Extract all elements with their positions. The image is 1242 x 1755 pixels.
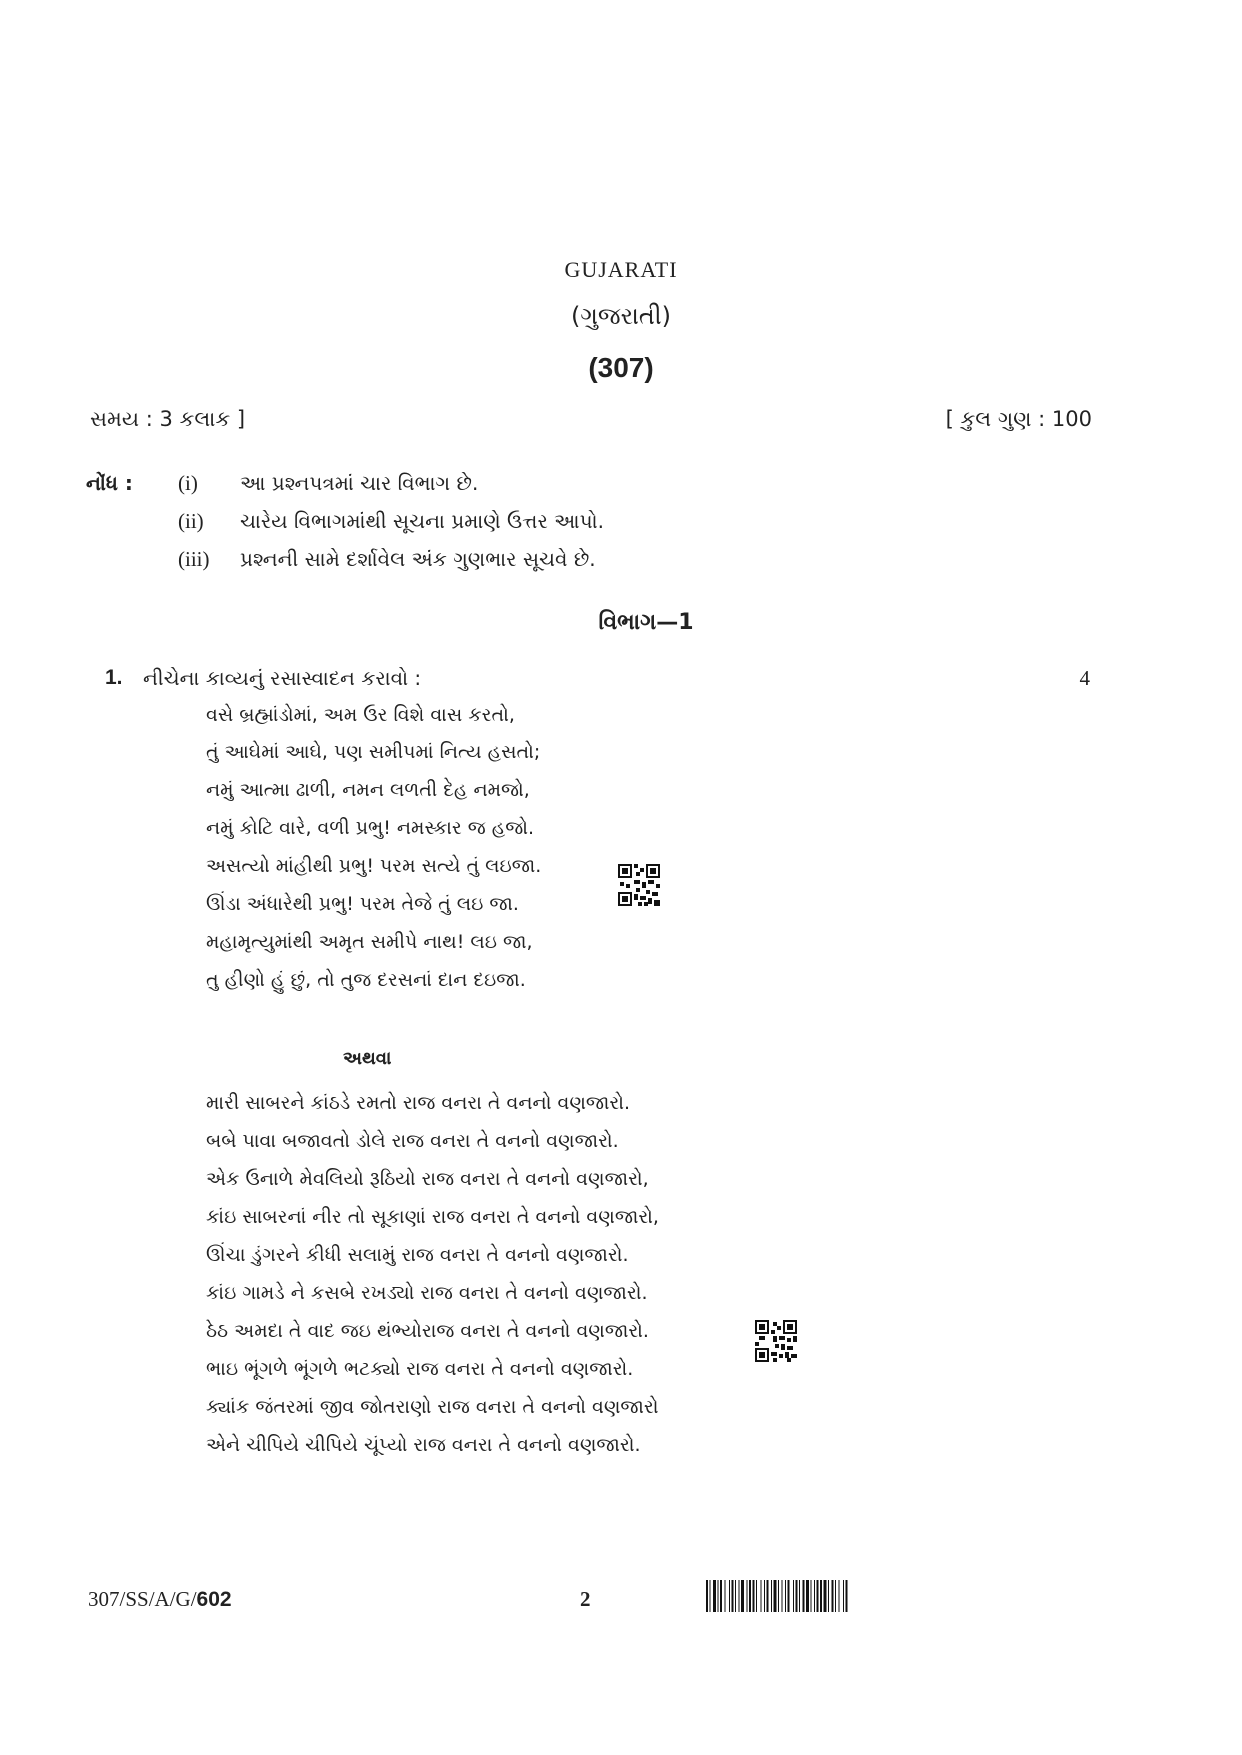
poem-a-line: નમું આત્મા ઢાળી, નમન લળતી દેહ નમજો, <box>206 779 530 801</box>
poem-a-line: મહામૃત્યુમાંથી અમૃત સમીપે નાથ! લઇ જા, <box>206 931 533 953</box>
poem-a-line: તું આઘેમાં આઘે, પણ સમીપમાં નિત્ય હસતો; <box>206 741 541 763</box>
time-allowed: સમય : 3 કલાક ] <box>90 407 246 431</box>
note-number: (i) <box>178 471 198 495</box>
paper-code-prefix: 307/SS/A/G/ <box>88 1587 197 1611</box>
note-item <box>178 509 604 534</box>
poem-b-line: એક ઉનાળે મેવલિયો રૂઠિયો રાજ વનરા તે વનનો વણજારો, <box>206 1168 649 1190</box>
poem-a-line: નમું કોટિ વારે, વળી પ્રભુ! નમસ્કાર જ હજો. <box>206 817 535 839</box>
paper-code-number: 602 <box>196 1588 232 1611</box>
subject-title: GUJARATI <box>564 257 678 282</box>
note-text: આ પ્રશ્નપત્રમાં ચાર વિભાગ છે. <box>240 471 479 495</box>
poem-b-line: મારી સાબરને કાંઠડે રમતો રાજ વનરા તે વનનો વણજારો. <box>206 1092 630 1114</box>
qr-code-icon <box>618 864 660 906</box>
note-label: નોંધ : <box>86 471 133 495</box>
question-marks: 4 <box>1079 666 1090 690</box>
poem-b-line: ઠેઠ અમદા તે વાદ જઇ થંભ્યોરાજ વનરા તે વનનો વણજારો. <box>206 1320 649 1342</box>
or-separator: અથવા <box>343 1048 392 1069</box>
poem-b-line: ક્યાંક જંતરમાં જીવ જોતરાણો રાજ વનરા તે વનનો વણજારો <box>206 1396 659 1418</box>
note-item <box>178 471 478 496</box>
note-number: (iii) <box>178 547 210 571</box>
note-text: પ્રશ્નની સામે દર્શાવેલ અંક ગુણભાર સૂચવે છે. <box>240 547 596 571</box>
page-number: 2 <box>580 1587 591 1611</box>
poem-b-line: કાંઇ સાબરનાં નીર તો સૂકાણાં રાજ વનરા તે વનનો વણજારો, <box>206 1206 659 1228</box>
poem-b-line: કાંઇ ગામડે ને કસબે રખડ્યો રાજ વનરા તે વનનો વણજારો. <box>206 1282 648 1304</box>
poem-a-line: અસત્યો માંહીથી પ્રભુ! પરમ સત્યે તું લઇજા. <box>206 855 542 877</box>
paper-code <box>88 1587 232 1612</box>
qr-code-icon <box>755 1320 797 1362</box>
poem-b-line: ઊંચા ડુંગરને કીધી સલામું રાજ વનરા તે વનનો વણજારો. <box>206 1244 629 1266</box>
poem-a-line: તુ હીણો હું છું, તો તુજ દરસનાં દાન દઇજા. <box>206 969 526 991</box>
poem-b-line: બબે પાવા બજાવતો ડોલે રાજ વનરા તે વનનો વણજારો. <box>206 1130 619 1152</box>
section-heading: વિભાગ—1 <box>598 610 694 635</box>
question-number: 1. <box>105 666 123 689</box>
subject-code: (307) <box>588 352 654 383</box>
maximum-marks: [ કુલ ગુણ : 100 <box>945 407 1092 431</box>
poem-b-line: એને ચીપિયે ચીપિયે ચૂંપ્યો રાજ વનરા તે વનનો વણજારો. <box>206 1434 641 1456</box>
subject-title-gujarati: (ગુજરાતી) <box>570 302 671 330</box>
poem-b-line: ભાઇ ભૂંગળે ભૂંગળે ભટક્યો રાજ વનરા તે વનનો વણજારો. <box>206 1358 634 1380</box>
question-text: નીચેના કાવ્યનું રસાસ્વાદન કરાવો : <box>143 666 422 690</box>
note-text: ચારેય વિભાગમાંથી સૂચના પ્રમાણે ઉત્તર આપો. <box>240 509 604 533</box>
barcode-icon <box>706 1580 990 1612</box>
poem-a-line: વસે બ્રહ્માંડોમાં, અમ ઉર વિશે વાસ કરતો, <box>206 704 515 726</box>
poem-a-line: ઊંડા અંધારેથી પ્રભુ! પરમ તેજે તું લઇ જા. <box>206 893 519 915</box>
note-item <box>178 547 596 572</box>
note-number: (ii) <box>178 509 204 533</box>
